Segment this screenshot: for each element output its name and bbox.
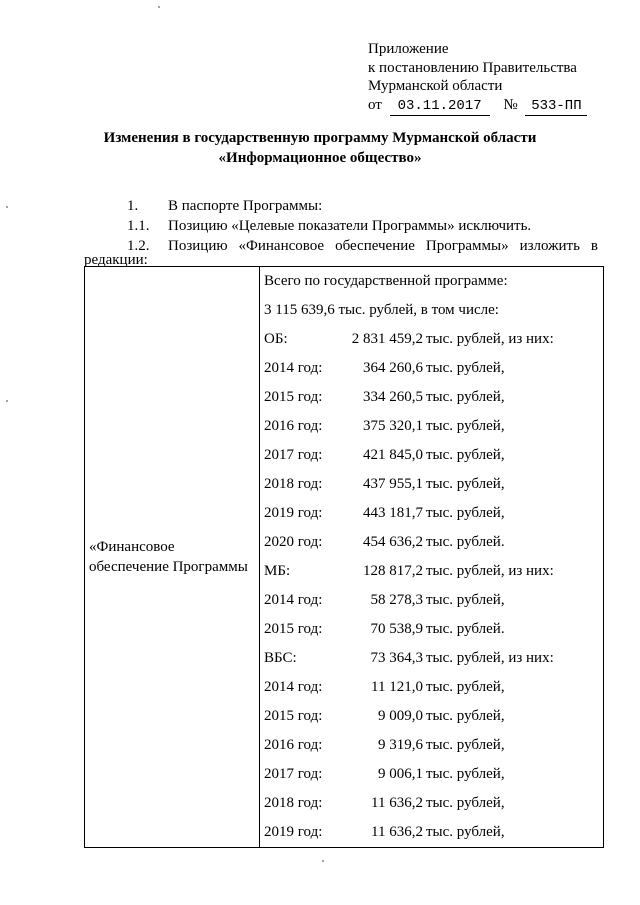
financing-row-unit: тыс. рублей, из них: bbox=[426, 331, 554, 347]
item-number: 1. bbox=[127, 198, 139, 214]
title-line1: Изменения в государственную программу Мурманской области bbox=[103, 130, 537, 146]
financing-row-label: 2019 год: bbox=[264, 824, 323, 840]
financing-row bbox=[260, 760, 603, 789]
appendix-line3: Мурманской области bbox=[368, 78, 503, 94]
appendix-date: 03.11.2017 bbox=[390, 97, 490, 117]
appendix-line2: к постановлению Правительства bbox=[368, 59, 577, 76]
appendix-block bbox=[368, 40, 587, 116]
scan-speck bbox=[158, 6, 160, 8]
document-title bbox=[0, 128, 640, 168]
item-text: Позицию «Целевые показатели Программы» исключить. bbox=[168, 218, 532, 234]
financing-row-unit: тыс. рублей, bbox=[426, 360, 505, 376]
financing-row-amount: 11 121,0 bbox=[371, 679, 423, 695]
appendix-line1: Приложение bbox=[368, 41, 449, 57]
financing-row-unit: тыс. рублей, bbox=[426, 766, 505, 782]
financing-row-unit: тыс. рублей, bbox=[426, 505, 505, 521]
from-label: от bbox=[368, 96, 382, 113]
financing-row bbox=[260, 470, 603, 499]
financing-row-unit: тыс. рублей, bbox=[426, 795, 505, 811]
financing-row-amount: 73 364,3 bbox=[370, 650, 423, 666]
financing-row bbox=[260, 818, 603, 847]
position-label-line1: «Финансовое bbox=[89, 539, 175, 555]
item-number: 1.1. bbox=[127, 218, 150, 234]
financing-row-label: 2014 год: bbox=[264, 592, 323, 608]
item-continuation: редакции: bbox=[84, 252, 148, 268]
financing-row-amount: 9 319,6 bbox=[378, 737, 423, 753]
financing-rows bbox=[260, 325, 603, 847]
financing-row-amount: 454 636,2 bbox=[363, 534, 423, 550]
financing-row-amount: 364 260,6 bbox=[363, 360, 423, 376]
financing-row-amount: 11 636,2 bbox=[371, 824, 423, 840]
financing-row-unit: тыс. рублей, bbox=[426, 737, 505, 753]
financing-row-unit: тыс. рублей, bbox=[426, 679, 505, 695]
financing-row-unit: тыс. рублей. bbox=[426, 534, 505, 550]
financing-row bbox=[260, 528, 603, 557]
financing-row-amount: 437 955,1 bbox=[363, 476, 423, 492]
financing-row bbox=[260, 383, 603, 412]
financing-row-label: 2019 год: bbox=[264, 505, 323, 521]
financing-row-amount: 70 538,9 bbox=[370, 621, 423, 637]
financing-row-unit: тыс. рублей, из них: bbox=[426, 650, 554, 666]
financing-row bbox=[260, 586, 603, 615]
appendix-number: 533-ПП bbox=[525, 97, 587, 117]
number-label: № bbox=[503, 96, 518, 113]
financing-row-unit: тыс. рублей, bbox=[426, 418, 505, 434]
financing-row-label: 2017 год: bbox=[264, 447, 323, 463]
financing-table bbox=[84, 266, 604, 848]
financing-row-unit: тыс. рублей, bbox=[426, 476, 505, 492]
financing-row bbox=[260, 644, 603, 673]
item-text: В паспорте Программы: bbox=[168, 198, 323, 214]
financing-row-amount: 2 831 459,2 bbox=[351, 331, 423, 347]
financing-row bbox=[260, 325, 603, 354]
financing-row-amount: 375 320,1 bbox=[363, 418, 423, 434]
financing-row bbox=[260, 441, 603, 470]
financing-row-unit: тыс. рублей, bbox=[426, 824, 505, 840]
financing-row-label: 2015 год: bbox=[264, 621, 323, 637]
financing-row-label: 2018 год: bbox=[264, 476, 323, 492]
item-number: 1.2. bbox=[127, 238, 150, 254]
financing-row bbox=[260, 499, 603, 528]
financing-row-unit: тыс. рублей, bbox=[426, 592, 505, 608]
financing-row bbox=[260, 731, 603, 760]
financing-content-cell bbox=[260, 267, 604, 848]
financing-row-label: 2015 год: bbox=[264, 389, 323, 405]
financing-row-amount: 421 845,0 bbox=[363, 447, 423, 463]
scan-speck bbox=[6, 206, 8, 208]
financing-row-amount: 9 009,0 bbox=[378, 708, 423, 724]
appendix-date-line bbox=[368, 96, 587, 117]
financing-row-amount: 443 181,7 bbox=[363, 505, 423, 521]
financing-row-label: 2014 год: bbox=[264, 679, 323, 695]
financing-row-amount: 9 006,1 bbox=[378, 766, 423, 782]
financing-row bbox=[260, 557, 603, 586]
financing-row-label: 2015 год: bbox=[264, 708, 323, 724]
scan-speck bbox=[322, 860, 324, 862]
financing-row-label: 2016 год: bbox=[264, 737, 323, 753]
position-label-cell bbox=[85, 267, 260, 848]
financing-row-label: 2020 год: bbox=[264, 534, 323, 550]
financing-row-unit: тыс. рублей, bbox=[426, 447, 505, 463]
financing-row-unit: тыс. рублей. bbox=[426, 621, 505, 637]
financing-row-amount: 334 260,5 bbox=[363, 389, 423, 405]
financing-row-amount: 58 278,3 bbox=[370, 592, 423, 608]
financing-row-label: ВБС: bbox=[264, 650, 297, 666]
financing-row bbox=[260, 615, 603, 644]
scan-speck bbox=[6, 400, 8, 402]
financing-row-amount: 128 817,2 bbox=[363, 563, 423, 579]
total-heading: Всего по государственной программе: bbox=[264, 273, 508, 289]
financing-row bbox=[260, 702, 603, 731]
financing-row bbox=[260, 354, 603, 383]
financing-row-label: МБ: bbox=[264, 563, 291, 579]
financing-row-unit: тыс. рублей, bbox=[426, 389, 505, 405]
financing-row-unit: тыс. рублей, bbox=[426, 708, 505, 724]
financing-row bbox=[260, 789, 603, 818]
financing-row-unit: тыс. рублей, из них: bbox=[426, 563, 554, 579]
financing-row-label: 2016 год: bbox=[264, 418, 323, 434]
total-amount: 3 115 639,6 тыс. рублей, в том числе: bbox=[264, 302, 499, 318]
financing-row-label: 2017 год: bbox=[264, 766, 323, 782]
financing-row-amount: 11 636,2 bbox=[371, 795, 423, 811]
item-text: Позицию «Финансовое обеспечение Программы» изложить в bbox=[168, 238, 598, 254]
financing-row bbox=[260, 673, 603, 702]
position-label-line2: обеспечение Программы bbox=[89, 559, 248, 575]
financing-row bbox=[260, 412, 603, 441]
financing-row-label: 2014 год: bbox=[264, 360, 323, 376]
financing-row-label: ОБ: bbox=[264, 331, 288, 347]
financing-row-label: 2018 год: bbox=[264, 795, 323, 811]
title-line2: «Информационное общество» bbox=[218, 150, 422, 166]
